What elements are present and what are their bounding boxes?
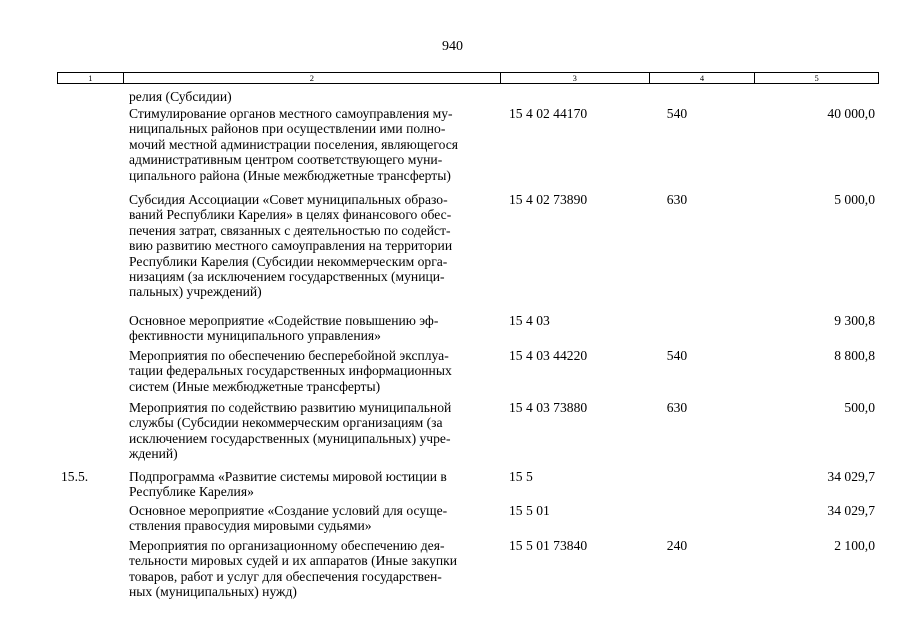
row-expense-type: 240 <box>666 538 688 553</box>
row-code: 15 5 <box>509 469 533 484</box>
row-code: 15 4 02 44170 <box>509 106 588 121</box>
header-col-1: 1 <box>58 73 124 83</box>
header-col-5: 5 <box>814 73 819 83</box>
row-amount: 34 029,7 <box>827 503 875 518</box>
row-amount: 8 800,8 <box>834 348 875 363</box>
header-col-2: 2 <box>124 73 501 83</box>
row-expense-type: 540 <box>666 106 688 121</box>
row-amount: 5 000,0 <box>834 192 875 207</box>
row-code: 15 5 01 73840 <box>509 538 588 553</box>
row-amount: 40 000,0 <box>827 106 875 121</box>
row-code: 15 4 03 <box>509 313 550 328</box>
row-code: 15 4 02 73890 <box>509 192 588 207</box>
row-description: Мероприятия по содействию развитию муниципальной службы (Субсидии некоммерческим организациям (за исключением государственных (муниципальных) учре- ждений) <box>129 400 452 462</box>
row-description: Стимулирование органов местного самоуправления му- ниципальных районов при осуществлении ими полно- мочий местной администрации поселения, являющегося административным центром соответствующего муни- ципального района (Иные межбюджетные трансферты) <box>129 106 458 183</box>
row-amount: 9 300,8 <box>834 313 875 328</box>
row-description: Субсидия Ассоциации «Совет муниципальных образо- ваний Республики Карелия» в целях финансового обес- печения затрат, связанных с деятельностью по содейст- вию развитию местного самоуправления на территории Республики Карелия (Субсидии некоммерческим орга- низациям (за исключением государственных (муници- пальных) учреждений) <box>129 192 453 300</box>
row-description: Мероприятия по обеспечению бесперебойной эксплуа- тации федеральных государственных информационных систем (Иные межбюджетные трансферты) <box>129 348 452 394</box>
header-col-3: 3 <box>501 73 650 83</box>
row-expense-type: 630 <box>666 192 688 207</box>
row-number: 15.5. <box>61 469 89 484</box>
row-amount: 34 029,7 <box>827 469 875 484</box>
row-description: Основное мероприятие «Создание условий для осуще- ствления правосудия мировыми судьями» <box>129 503 448 534</box>
row-description: Основное мероприятие «Содействие повышению эф- фективности муниципального управления» <box>129 313 439 344</box>
row-amount: 2 100,0 <box>834 538 875 553</box>
row-expense-type: 540 <box>666 348 688 363</box>
row-expense-type: 630 <box>666 400 688 415</box>
table-header <box>57 72 879 84</box>
page-number: 940 <box>442 39 463 54</box>
row-description: Подпрограмма «Развитие системы мировой юстиции в Республике Карелия» <box>129 469 447 500</box>
row-code: 15 4 03 44220 <box>509 348 588 363</box>
row-code: 15 4 03 73880 <box>509 400 588 415</box>
header-col-4: 4 <box>650 73 756 83</box>
row-code: 15 5 01 <box>509 503 550 518</box>
row-description: Мероприятия по организационному обеспечению дея- тельности мировых судей и их аппаратов (Иные закупки товаров, работ и услуг для обеспечения государствен- ных (муниципальных) нужд) <box>129 538 458 600</box>
row-amount: 500,0 <box>844 400 875 415</box>
row-description: релия (Субсидии) <box>129 89 232 104</box>
